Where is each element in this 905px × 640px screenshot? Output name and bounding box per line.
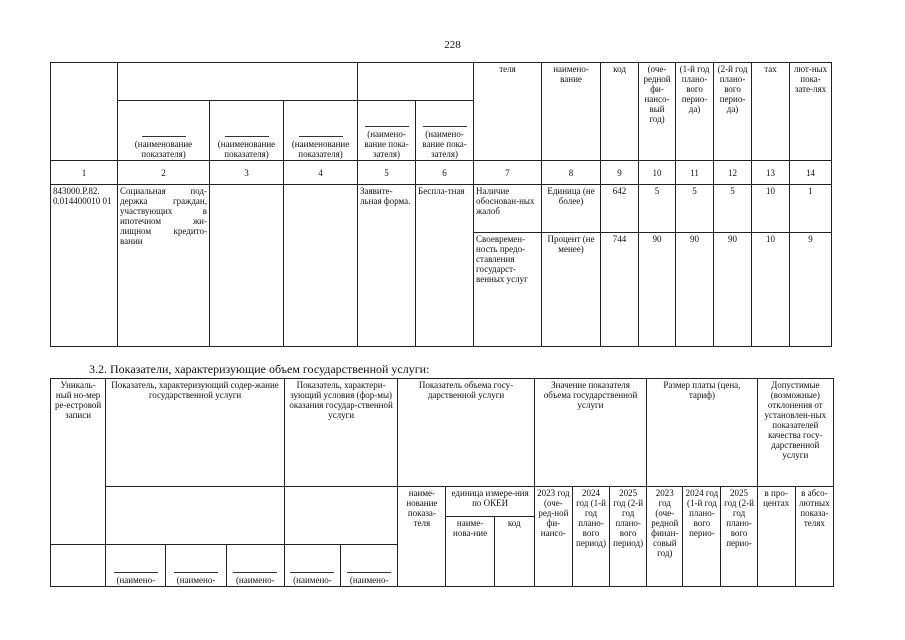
header-cell: Показатель, характеризующий содер-жание государственной услуги: [106, 379, 285, 487]
header-cell: (наименование показателя): [284, 101, 358, 161]
page-number: 228: [444, 39, 461, 51]
header-cell: Показатель, характери-зующий условия (фор-мы) оказания государ-ственной услуги: [284, 379, 397, 487]
header-cell: наиме-нование показа-теля: [398, 487, 446, 587]
column-number: 12: [714, 161, 752, 185]
value-cell: 90: [639, 233, 676, 347]
condition-cell: Беспла-тная: [416, 185, 474, 347]
header-cell: [118, 63, 358, 101]
header-cell: 2023 год (оче-ред-ной фи-нансо-: [534, 487, 572, 587]
header-cell: лют-ных пока-зате-лях: [790, 63, 832, 161]
header-cell: в абсо-лютных показа-телях: [795, 487, 833, 587]
header-cell: (наимено-вание пока-зателя): [358, 101, 416, 161]
header-cell: [284, 487, 397, 545]
value-cell: 10: [752, 233, 790, 347]
column-number: 6: [416, 161, 474, 185]
value-cell: 5: [714, 185, 752, 233]
header-cell: наиме-нова-ние: [446, 517, 494, 587]
header-cell: Размер платы (цена, тариф): [647, 379, 757, 487]
column-number: 5: [358, 161, 416, 185]
column-number: 4: [284, 161, 358, 185]
header-cell: наимено-вание: [542, 63, 601, 161]
condition-cell: Заявите-льная форма.: [358, 185, 416, 347]
header-cell: 2024 год (1-й год плано-вого перио-: [683, 487, 721, 587]
header-cell: (наимено-: [284, 545, 340, 587]
table-row: [51, 185, 832, 233]
header-cell: Показатель объема госу-дарственной услуги: [398, 379, 535, 487]
header-cell: 2025 год (2-й год плано-вого перио-: [721, 487, 757, 587]
volume-indicators-table: [50, 378, 834, 587]
header-cell: (наимено-: [341, 545, 398, 587]
header-cell: (наимено-вание пока-зателя): [416, 101, 474, 161]
empty-cell: [210, 185, 284, 347]
column-number: 11: [676, 161, 714, 185]
column-number: 3: [210, 161, 284, 185]
header-cell: (наименование показателя): [118, 101, 210, 161]
column-number: 9: [601, 161, 639, 185]
column-number: 14: [790, 161, 832, 185]
header-cell: Допустимые (возможные) отклонения от установлен-ных показателей качества госу-дарственной услуги: [757, 379, 833, 487]
value-cell: 5: [676, 185, 714, 233]
quality-indicators-table: [50, 62, 832, 347]
unit-cell: Единица (не более): [542, 185, 601, 233]
header-cell: 2025 год (2-й год плано-вого период): [610, 487, 647, 587]
content-cell: Социальная под-держка граждан, участвующих в ипотечном жи-лищном кредито-вании: [118, 185, 210, 347]
header-cell: (наимено-: [106, 545, 166, 587]
header-cell: (оче-редной фи-нансо-вый год): [639, 63, 676, 161]
header-cell: (2-й год плано-вого перио-да): [714, 63, 752, 161]
header-cell: [51, 63, 118, 161]
header-cell: в про-центах: [757, 487, 795, 587]
header-cell: [51, 545, 106, 587]
header-cell: Значение показателя объема государственной услуги: [534, 379, 646, 487]
value-cell: 5: [639, 185, 676, 233]
column-number: 10: [639, 161, 676, 185]
header-cell: (наимено-: [166, 545, 226, 587]
header-cell: Уникаль-ный но-мер ре-естровой записи: [51, 379, 106, 545]
header-cell: единица измере-ния по ОКЕИ: [446, 487, 534, 517]
header-cell: теля: [474, 63, 542, 161]
value-cell: 9: [790, 233, 832, 347]
code-cell: 744: [601, 233, 639, 347]
header-cell: 2023 год (оче-редной финан-совый год): [647, 487, 683, 587]
value-cell: 90: [714, 233, 752, 347]
code-cell: 642: [601, 185, 639, 233]
section-title: 3.2. Показатели, характеризующие объем государственной услуги:: [89, 362, 430, 376]
header-cell: (1-й год плано-вого перио-да): [676, 63, 714, 161]
empty-cell: [284, 185, 358, 347]
header-cell: код: [601, 63, 639, 161]
indicator-cell: Своевремен-ность предо-ставления государст-венных услуг: [474, 233, 542, 347]
header-cell: (наимено-: [226, 545, 284, 587]
column-number: 13: [752, 161, 790, 185]
header-cell: [106, 487, 285, 545]
header-cell: [358, 63, 474, 101]
header-cell: код: [494, 517, 534, 587]
value-cell: 90: [676, 233, 714, 347]
value-cell: 10: [752, 185, 790, 233]
value-cell: 1: [790, 185, 832, 233]
column-number: 8: [542, 161, 601, 185]
column-number: 2: [118, 161, 210, 185]
column-number: 7: [474, 161, 542, 185]
header-cell: тах: [752, 63, 790, 161]
header-cell: (наименование показателя): [210, 101, 284, 161]
indicator-cell: Наличие обоснован-ных жалоб: [474, 185, 542, 233]
header-cell: 2024 год (1-й год плано-вого период): [572, 487, 609, 587]
column-number: 1: [51, 161, 118, 185]
registry-number-cell: 843000.Р.82. 0.014400010 01: [51, 185, 118, 347]
unit-cell: Процент (не менее): [542, 233, 601, 347]
